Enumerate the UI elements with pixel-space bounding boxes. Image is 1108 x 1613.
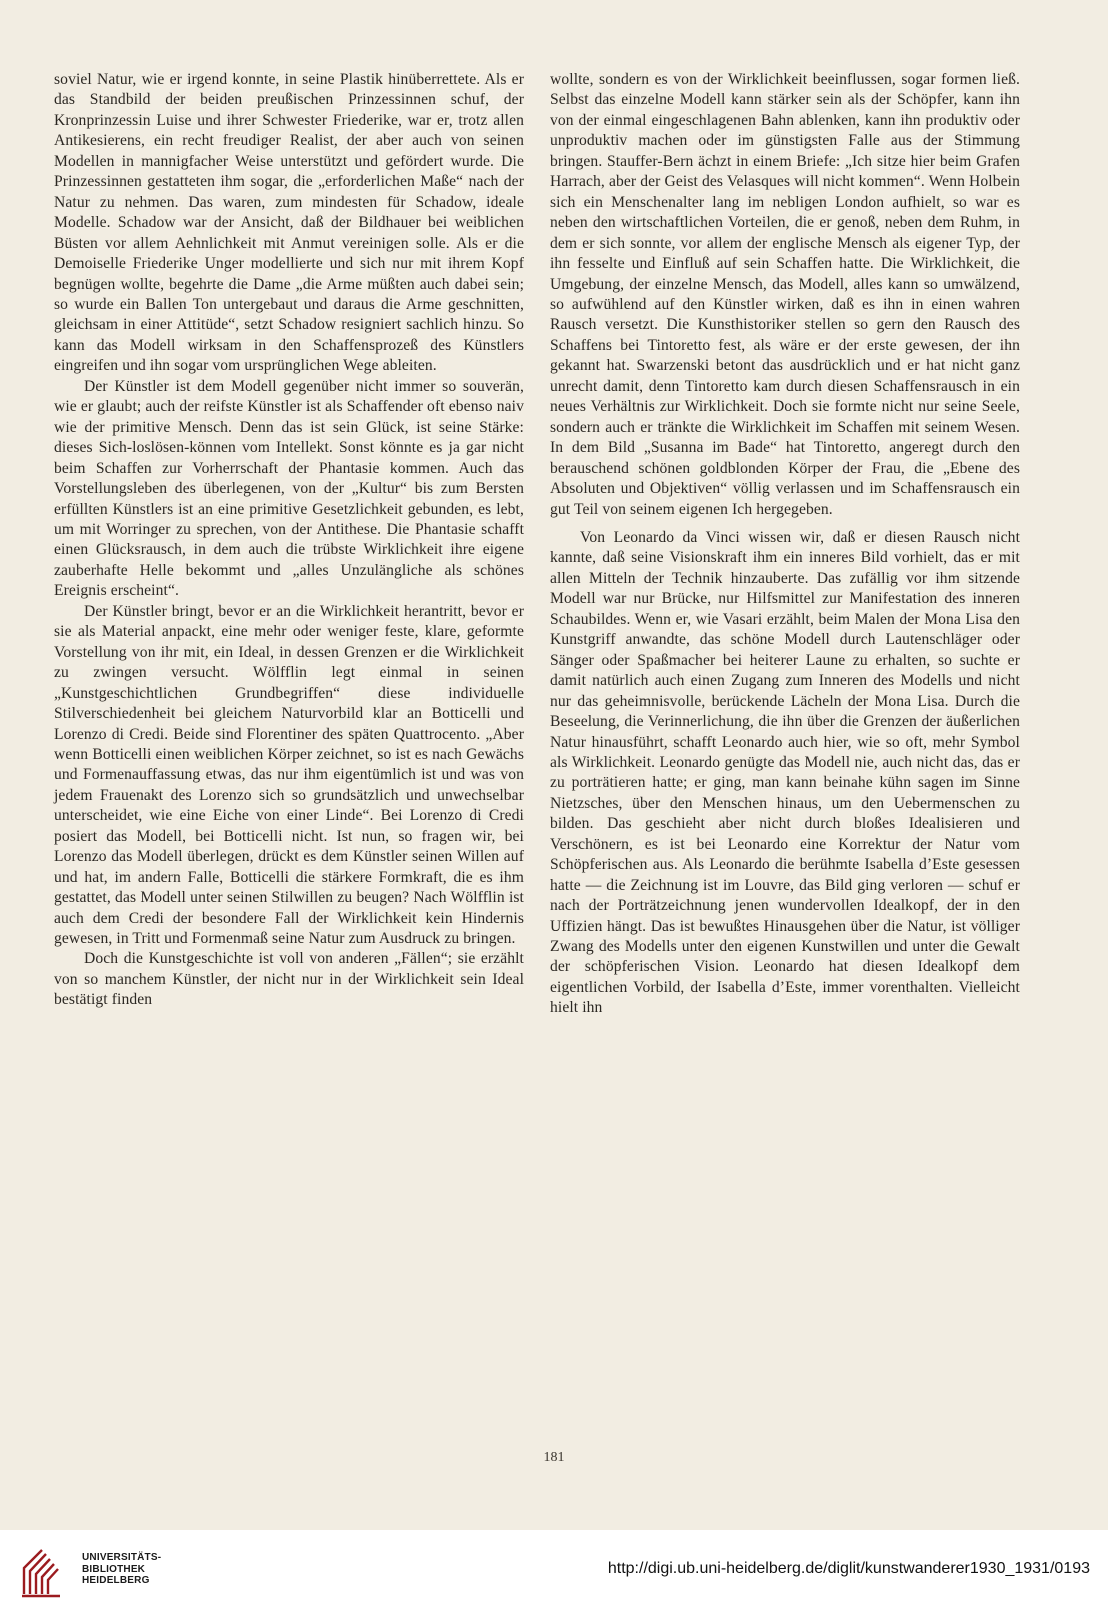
source-url-link[interactable]: http://digi.ub.uni-heidelberg.de/diglit/kunstwanderer1930_1931/0193 xyxy=(607,1560,1090,1577)
library-name-line: BIBLIOTHEK xyxy=(82,1563,146,1575)
library-name-line: HEIDELBERG xyxy=(82,1575,150,1586)
library-footer xyxy=(0,1530,1108,1613)
paragraph: Doch die Kunstgeschichte ist voll von anderen „Fällen“; sie erzählt von so manchem Künstler, der nicht nur in der Wirklichkeit sein Ideal bestätigt finden xyxy=(54,950,524,1009)
paragraph: Der Künstler ist dem Modell gegenüber nicht immer so souverän, wie er glaubt; auch der reifste Künstler ist als Schaffender oft ebenso naiv wie der primitive Mensch. Denn das ist sein Glück, ist seine Stärke: dieses Sich-loslösen-können vom Intellekt. Sonst könnte es ja gar nicht beim Schaffen zur Vorherrschaft der Phantasie kommen. Auch das Vorstellungsleben des überlegenen, von der „Kultur“ bis zum Bersten erfüllten Künstlers ist an eine primitive Gesetzlichkeit gebunden, es lebt, um mit Worringer zu sprechen, von der Antithese. Die Phantasie schafft einen Glücksrausch, in dem auch die trübste Wirklichkeit ihre eigene zauberhafte Helle bekommt und „alles Unzulängliche als schönes Ereignis erscheint“. xyxy=(54,377,524,600)
page-number: 181 xyxy=(543,1450,565,1465)
left-text-column xyxy=(54,70,524,1011)
library-name-line: UNIVERSITÄTS- xyxy=(82,1552,162,1563)
right-text-column xyxy=(550,70,1020,1019)
paragraph: Von Leonardo da Vinci wissen wir, daß er diesen Rausch nicht kannte, daß seine Visionskraft ihm ein inneres Bild vorhielt, das er mit allen Mitteln der Technik hinzauberte. Das zufällig vor ihm sitzende Modell war nur Brücke, nur Hilfsmittel zur Manifestation des inneren Schaubildes. Wenn er, wie Vasari erzählt, beim Malen der Mona Lisa den Kunstgriff anwandte, das schöne Modell durch Lautenschläger oder Sänger oder Spaßmacher bei heiterer Laune zu erhalten, so suchte er damit natürlich auch einen Zugang zum Inneren des Modells und nicht nur das geheimnisvolle, berückende Lächeln der Mona Lisa. Durch die Beseelung, die Verinnerlichung, die ihn über die Grenzen der äußerlichen Natur hinausführt, schafft Leonardo auch hier, wie so oft, mehr Symbol als Wirklichkeit. Leonardo genügte das Modell nie, auch nicht das, das er zu porträtieren hatte; er ging, man kann beinahe kühn sagen im Sinne Nietzsches, über den Menschen hinaus, um den Uebermenschen zu bilden. Das geschieht aber nicht durch bloßes Idealisieren und Verschönern, es ist bei Leonardo eine Korrektur der Natur vom Schöpferischen aus. Als Leonardo die berühmte Isabella d’Este gesessen hatte — die Zeichnung ist im Louvre, das Bild ging verloren — schuf er nach der Porträtzeichnung jenen wundervollen Idealkopf, der in den Uffizien hängt. Das ist bewußtes Hinausgehen über die Natur, ist völliger Zwang des Modells unter den eigenen Kunstwillen und unter die Gewalt der schöpferischen Vision. Leonardo hat diesen Idealkopf dem eigentlichen Vorbild, der Isabella d’Este, immer vorenthalten. Vielleicht hielt ihn xyxy=(550,528,1020,1017)
library-name xyxy=(82,1552,161,1587)
paragraph: Der Künstler bringt, bevor er an die Wirklichkeit herantritt, bevor er sie als Material anpackt, eine mehr oder weniger feste, klare, geformte Vorstellung von ihr mit, ein Ideal, in dessen Grenzen er die Wirklichkeit zu zwingen versucht. Wölfflin legt einmal in seinen „Kunstgeschichtlichen Grundbegriffen“ diese individuelle Stilverschiedenheit bei gleichem Naturvorbild klar an Botticelli und Lorenzo di Credi. Beide sind Florentiner des späten Quattrocento. „Aber wenn Botticelli einen weiblichen Körper zeichnet, so ist es nach Gewächs und Formenauffassung etwas, das nur ihm eigentümlich ist und was von jedem Frauenakt des Lorenzo sich so grundsätzlich und unwechselbar unterscheidet, wie eine Eiche von einer Linde“. Bei Lorenzo di Credi posiert das Modell, bei Botticelli nicht. Ist nun, so fragen wir, bei Lorenzo das Modell überlegen, drückt es dem Künstler seinen Willen auf und hat, im andern Falle, Botticelli die stärkere Formkraft, die es ihm gestattet, das Modell unter seinen Stilwillen zu beugen? Nach Wölfflin ist auch dem Credi der besondere Fall der Wirklichkeit kein Hindernis gewesen, in Tritt und Formenmaß seine Natur zum Ausdruck zu bringen. xyxy=(54,602,524,948)
paragraph: wollte, sondern es von der Wirklichkeit beeinflussen, sogar formen ließ. Selbst das einzelne Modell kann stärker sein als der Schöpfer, kann ihn von der einmal eingeschlagenen Bahn ablenken, kann ihn produktiv oder unproduktiv machen oder im günstigsten Falle aus der Stimmung bringen. Stauffer-Bern ächzt in einem Briefe: „Ich sitze hier beim Grafen Harrach, aber der Geist des Velasques will nicht kommen“. Wenn Holbein sich ein Menschenalter lang im nebligen London aufhielt, so war es neben den wirtschaftlichen Vorteilen, die er genoß, neben dem Ruhm, in dem er sich sonnte, vor allem der englische Mensch als eigener Typ, der ihn fesselte und Einfluß auf sein Schaffen hatte. Die Wirklichkeit, die Umgebung, der einzelne Mensch, das Modell, alles kann so umwälzend, so aufwühlend auf den Künstler wirken, daß es ihn in einen wahren Rausch versetzt. Die Kunsthistoriker stellen so gern den Rausch des Schaffens bei Tintoretto fest, als wäre er der erste gewesen, der ihn gekannt hat. Swarzenski betont das ausdrücklich und er hat nicht ganz unrecht damit, denn Tintoretto kam durch diesen Schaffensrausch in ein neues Verhältnis zur Wirklichkeit. Doch sie formte nicht nur seine Seele, sondern auch er tränkte die Wirklichkeit im Schaffen mit seinem Wesen. In dem Bild „Susanna im Bade“ hat Tintoretto, angeregt durch den berauschend schönen goldblonden Körper der Frau, die „Ebene des Absoluten und Objektiven“ völlig verlassen und im Schaffensrausch ein gut Teil von seinem eigenen Ich hergegeben. xyxy=(550,71,1020,518)
university-library-logo-icon xyxy=(20,1542,66,1598)
paragraph: soviel Natur, wie er irgend konnte, in seine Plastik hinüberrettete. Als er das Standbild der beiden preußischen Prinzessinnen schuf, der Kronprinzessin Luise und ihrer Schwester Friederike, war er, trotz allen Antikesierens, ein recht freudiger Realist, der aber auch von seinen Modellen in mannigfacher Weise unterstützt und gefördert wurde. Die Prinzessinnen gestatteten ihm sogar, die „erforderlichen Maße“ nach der Natur zu nehmen. Das waren, zum mindesten für Schadow, ideale Modelle. Schadow war der Ansicht, daß der Bildhauer bei weiblichen Büsten vor allem Aehnlichkeit mit Anmut vereinigen solle. Als er die Demoiselle Friederike Unger modellierte und sich nur mit ihrem Kopf begnügen wollte, begehrte die Dame „die Arme müßten auch dabei sein; so wurde ein Ballen Ton untergebaut und daraus die Arme geschnitten, gleichsam in einer Attitüde“, setzt Schadow resigniert sachlich hinzu. So kann das Modell wirksam in den Schaffensprozeß des Künstlers eingreifen und ihn sogar vom ursprünglichen Wege ableiten. xyxy=(54,71,524,375)
